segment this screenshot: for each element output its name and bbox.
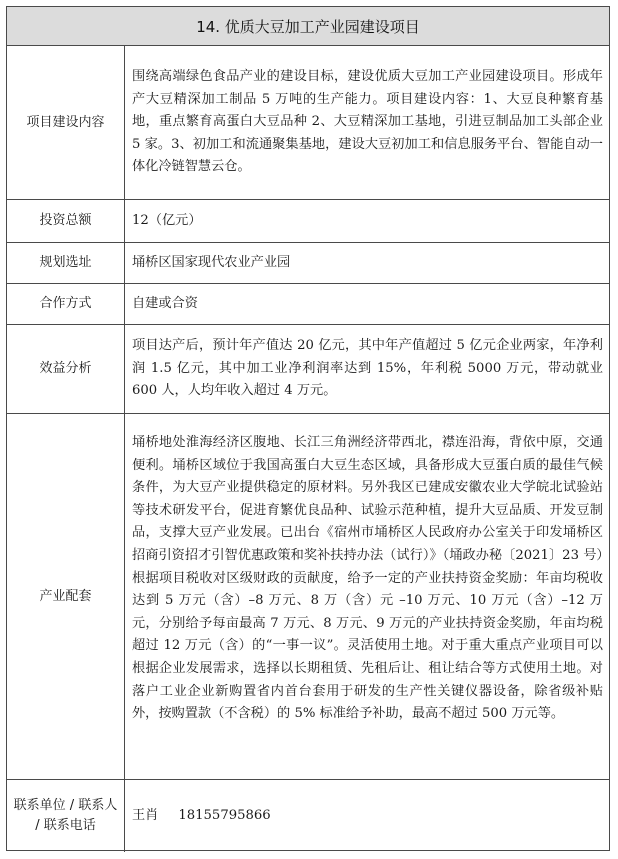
industry-support-text: 埇桥地处淮海经济区腹地、长江三角洲经济带西北，襟连沿海，背依中原，交通便利。埇桥区域位于我国高蛋白大豆生态区域，具备形成大豆蛋白质的最佳气候条件，为大豆产业提供稳定的原材料。另外我区已建成安徽农业大学皖北试验站等技术研发平台，促进育繁优良品种、试验示范种植，提升大豆品质、开发豆制品，支撑大豆产业发展。已出台《宿州市埇桥区人民政府办公室关于印发埇桥区招商引资招才引智优惠政策和奖补扶持办法（试行）》（埇政办秘〔2021〕23 号）根据项目税收对区级财政的贡献度，给予一定的产业扶持资金奖励：年亩均税收达到 5 万元（含）–8 万元、8 万（含）元 –10 万元、10 万元（含）–12 万元，分别给予每亩最高 7 万元、8 万元、9 万元的产业扶持资金奖励，年亩均税超过 12 万元（含）的“一事一议”。灵活使用土地。对于重大重点产业项目可以根据企业发展需求，选择以长期租赁、先租后让、租让结合等方式使用土地。对落户工业企业新购置省内首台套用于研发的生产性关键仪器设备，除省级补贴外，按购置款（不含税）的 5% 标准给予补助，最高不超过 500 万元等。 <box>132 435 603 722</box>
table-title: 14. 优质大豆加工产业园建设项目 <box>7 7 609 46</box>
contact-phone: 18155795866 <box>178 807 271 823</box>
label-cooperation: 合作方式 <box>7 284 125 324</box>
row-industry-support <box>7 414 609 780</box>
label-benefit: 效益分析 <box>7 325 125 413</box>
cooperation-text: 自建或合资 <box>132 295 198 311</box>
row-cooperation <box>7 284 609 325</box>
project-content-text: 围绕高端绿色食品产业的建设目标，建设优质大豆加工产业园建设项目。形成年产大豆精深加工制品 5 万吨的生产能力。项目建设内容：1、大豆良种繁育基地，重点繁育高蛋白大豆品种 2、大豆精深加工基地，引进豆制品加工头部企业 5 家。3、初加工和流通聚集基地，建设大豆初加工和信息服务平台、智能自动一体化冷链智慧云仓。 <box>132 69 603 175</box>
contact-name: 王肖 <box>132 807 159 823</box>
value-contact <box>125 780 609 852</box>
value-benefit <box>125 325 609 413</box>
row-benefit <box>7 325 609 414</box>
project-table <box>6 6 610 851</box>
site-text: 埇桥区国家现代农业产业园 <box>132 254 291 270</box>
label-site: 规划选址 <box>7 243 125 283</box>
label-project-content: 项目建设内容 <box>7 46 125 199</box>
value-project-content <box>125 46 609 199</box>
label-contact: 联系单位 / 联系人 / 联系电话 <box>7 780 125 852</box>
value-cooperation <box>125 284 609 324</box>
row-project-content <box>7 46 609 200</box>
value-investment <box>125 200 609 242</box>
benefit-text: 项目达产后，预计年产值达 20 亿元，其中年产值超过 5 亿元企业两家，年净利润 1.5 亿元，其中加工业净利润率达到 15%，年利税 5000 万元，带动就业 600 人，人均年收入超过 4 万元。 <box>132 338 603 399</box>
value-industry-support <box>125 414 609 779</box>
value-site <box>125 243 609 283</box>
investment-text: 12（亿元） <box>132 212 202 228</box>
row-contact <box>7 780 609 852</box>
row-investment <box>7 200 609 243</box>
label-investment: 投资总额 <box>7 200 125 242</box>
label-industry-support: 产业配套 <box>7 414 125 779</box>
row-site <box>7 243 609 284</box>
